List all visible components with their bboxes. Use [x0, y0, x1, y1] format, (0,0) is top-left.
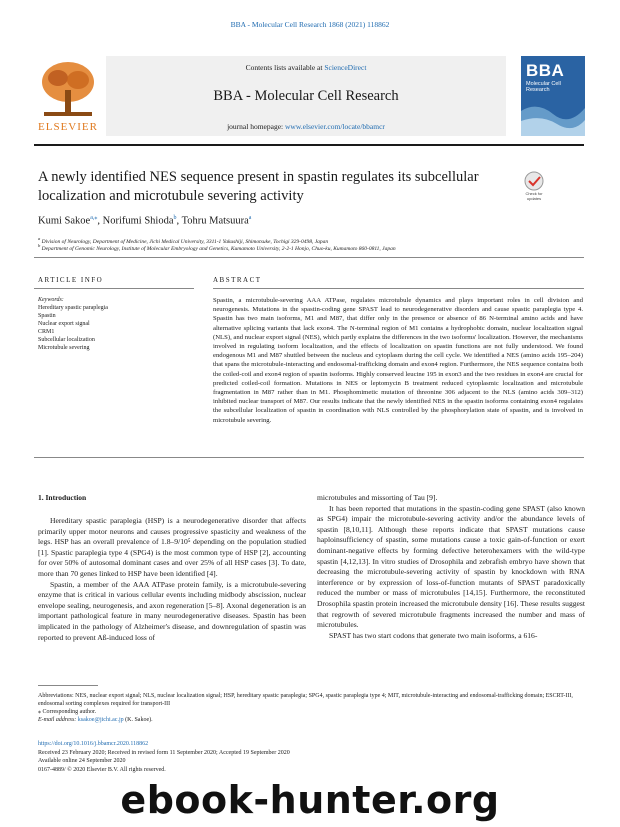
available-online-date: Available online 24 September 2020 [38, 758, 126, 764]
abstract-divider [213, 288, 584, 289]
doi-link[interactable]: https://doi.org/10.1016/j.bbamcr.2020.118862 [38, 741, 149, 747]
homepage-line [106, 122, 506, 131]
journal-name: BBA - Molecular Cell Research [213, 88, 399, 104]
keyword-item: Hereditary spastic paraplegia [38, 305, 108, 311]
email-owner: (K. Sakoe). [125, 717, 153, 723]
received-dates: Received 23 February 2020; Received in revised form 11 September 2020; Accepted 19 September 2020 [38, 749, 290, 756]
keyword-item: Spastin [38, 313, 56, 319]
affiliation-text: Division of Neurology, Department of Medicine, Jichi Medical University, 3311-1 Yakushiji, Shimotsuke, Tochigi 329-0498, Japan [41, 238, 329, 245]
abstract-text: Spastin, a microtubule-severing AAA ATPase, regulates microtubule dynamics and plays important roles in cell division and neurogenesis. Mutations in the spastin-coding gene SPAST lead to neurodegenerative disorders and cause spastic paraplegia type 4. Spastin has two main isoforms, M1 and M87, that differ only in the presence or absence of 86 N-terminal amino acids and have alternative splicing variants that lack exon4. The N-terminal region of M1 contains a hydrophobic domain, nuclear localization signal (NLS), and nuclear export signal (NES), which partly explains the differences in the two isoforms' localization. However, the mechanisms involved in regulating isoform localization, and the effects of localization on spastin functions are not fully understood. We found endogenous M1 and M87 shuttled between the nucleus and cytoplasm during the cell cycle. We identified a NES (amino acids 195–204) that spans the microtubule-interacting and endosomal-trafficking domain and exon4 region. Furthermore, the NES sequence contains both the coiled-coil and exon4 region of spastin isoforms. Highly conserved leucine 195 in exon3 and the two residues in exon4 are crucial for predicted coiled-coil formation. Mutations in NES or leptomycin B treatment reduced cytoplasmic localization and microtubule fragmentation in M87 rather than in M1. Phosphomimetic mutation of threonine 306 adjacent to the NLS (amino acids 309–312) inhibited nuclear transport of M87. Our results indicate that the newly identified NES in the spastin isoforms containing exon4 regulates the subcellular localization of spastin in coordination with NLS controlled by the phosphorylation state of spastin, and is involved in microtubule severing. [213, 297, 584, 424]
affiliation-divider [34, 257, 584, 258]
author-affiliation-mark[interactable]: b [173, 215, 177, 221]
keyword-item: Microtubule severing [38, 345, 90, 351]
body-paragraph: Hereditary spastic paraplegia (HSP) is a neurodegenerative disorder that affects primarily upper motor neurons and causes progressive spasticity and weakness of the legs. HSP has an overall prevalence of 1.8–9/10⁵ depending on the population studied [1]. Spastic paraplegia type 4 (SPG4) is the most common type of HSP [2], accounting for over 50% of autosomal dominant cases and over 25% of all HSP cases [3]. To date, more than 70 genes linked to HSP have been identified [4]. [38, 516, 306, 578]
journal-masthead [34, 56, 584, 138]
abbreviations-footnote: Abbreviations: NES, nuclear export signal; NLS, nuclear localization signal; HSP, hereditary spastic paraplegia; SPG4, spastic paraplegia type 4; MIT, microtubule-interacting and endosomal-trafficking domain; ESCRT-III, endosomal sorting complexes required for transport-III [38, 693, 573, 707]
article-title: A newly identified NES sequence present in spastin regulates its subcellular localization and microtubule severing activity [38, 169, 479, 204]
masthead-banner [106, 56, 506, 136]
copyright-notice: 0167-4889/ © 2020 Elsevier B.V. All rights reserved. [38, 766, 166, 773]
homepage-prefix: journal homepage: [227, 122, 284, 131]
footnotes [38, 692, 584, 724]
body-paragraph: Spastin, a member of the AAA ATPase protein family, is a microtubule-severing enzyme that is critical in various cellular events including midbody abscission, nuclear envelope sealing, neurogenesis, and axon regeneration [5–8]. Axonal degeneration is an important pathological feature in many neurodegenerative diseases. Spastin has been implicated in the pathology of Alzheimer's disease, and downregulation of spastin was reported to prevent Aß-induced loss of [38, 579, 306, 642]
check-updates-label: Check for updates [525, 191, 543, 201]
cover-title: BBA [526, 61, 565, 80]
keyword-item: CRM1 [38, 329, 55, 335]
sciencedirect-link[interactable]: ScienceDirect [324, 63, 367, 72]
journal-reference[interactable]: BBA - Molecular Cell Research 1868 (2021) 118862 [230, 20, 390, 29]
affiliation-b [38, 243, 588, 252]
body-column-left [38, 516, 306, 643]
journal-cover-image [521, 56, 585, 136]
article-info-divider [34, 288, 194, 289]
contents-prefix: Contents lists available at [245, 63, 323, 72]
author-affiliation-mark[interactable]: a [248, 215, 252, 221]
elsevier-logo [34, 56, 102, 138]
masthead-divider [34, 144, 584, 146]
author-name[interactable]: Tohru Matsuura [181, 215, 249, 227]
body-paragraph: microtubules and missorting of Tau [9]. [317, 493, 438, 502]
cover-art-icon [521, 56, 585, 136]
author-name[interactable]: Norifumi Shioda [102, 215, 174, 227]
affiliation-mark: b [38, 243, 41, 248]
contents-line [106, 63, 506, 72]
publication-info [38, 740, 584, 774]
keywords-label: Keywords: [38, 297, 64, 303]
email-link[interactable]: ksakoe@jichi.ac.jp [77, 717, 124, 723]
check-for-updates-badge[interactable] [520, 170, 548, 202]
watermark: ebook-hunter.org [120, 778, 500, 822]
affiliation-text: Department of Genomic Neurology, Institute of Molecular Embryology and Genetics, Kumamoto University, 2-2-1 Honjo, Chuo-ku, Kumamoto 860-0811, Japan [41, 245, 396, 252]
author-affiliation-mark[interactable]: a,⁎ [90, 215, 98, 221]
author-name[interactable]: Kumi Sakoe [38, 215, 91, 227]
keyword-item: Subcellular localization [38, 337, 95, 343]
affiliation-mark: a [38, 236, 41, 241]
elsevier-wordmark: ELSEVIER [38, 121, 98, 133]
abstract-end-divider [34, 457, 584, 458]
body-column-right [317, 493, 585, 641]
homepage-link[interactable]: www.elsevier.com/locate/bbamcr [285, 122, 385, 131]
body-paragraph: SPAST has two start codons that generate two main isoforms, a 616- [329, 630, 538, 640]
author-list: Kumi Sakoe$^{a,⁎}$, Norifumi Shioda$^b$, Tohru Matsuura$^a$ [38, 215, 252, 227]
article-info-heading: ARTICLE INFO [38, 276, 104, 284]
keyword-item: Nuclear export signal [38, 321, 90, 327]
email-footnote [38, 716, 584, 724]
email-label: E-mail address: [38, 717, 77, 723]
cover-subtitle: Molecular Cell Research [526, 81, 561, 93]
keywords-block [38, 296, 198, 352]
section-heading-introduction: 1. Introduction [38, 493, 87, 502]
footnote-divider [38, 685, 98, 686]
body-paragraph: It has been reported that mutations in the spastin-coding gene SPAST (also known as SPG4) impair the microtubule-severing activity and/or the abundance levels of spastin [8,10,11]. Although these reports indicate that SPAST mutations cause haploinsufficiency of spastin, some mutations cause a toxic gain-of-function or exert dominant-negative effects by forming defective heterohexamers with the wild-type spastin [4,12,13]. In vitro studies of Drosophila and zebrafish embryo have shown that decreasing the microtubule-severing activity of spastin by knockdown with RNA interference or by expression of loss-of-function mutants of SPAST paradoxically reduced the number or mass of microtubules [14,15]. Furthermore, the reconstituted Drosophila spastin protein increased the microtubule density [16]. These results suggest that regrowth of severed microtubule fragments increased the number and mass of microtubules. [317, 503, 585, 630]
abstract-heading: ABSTRACT [213, 276, 262, 284]
corresponding-author-footnote: ⁎ Corresponding author. [38, 709, 97, 715]
